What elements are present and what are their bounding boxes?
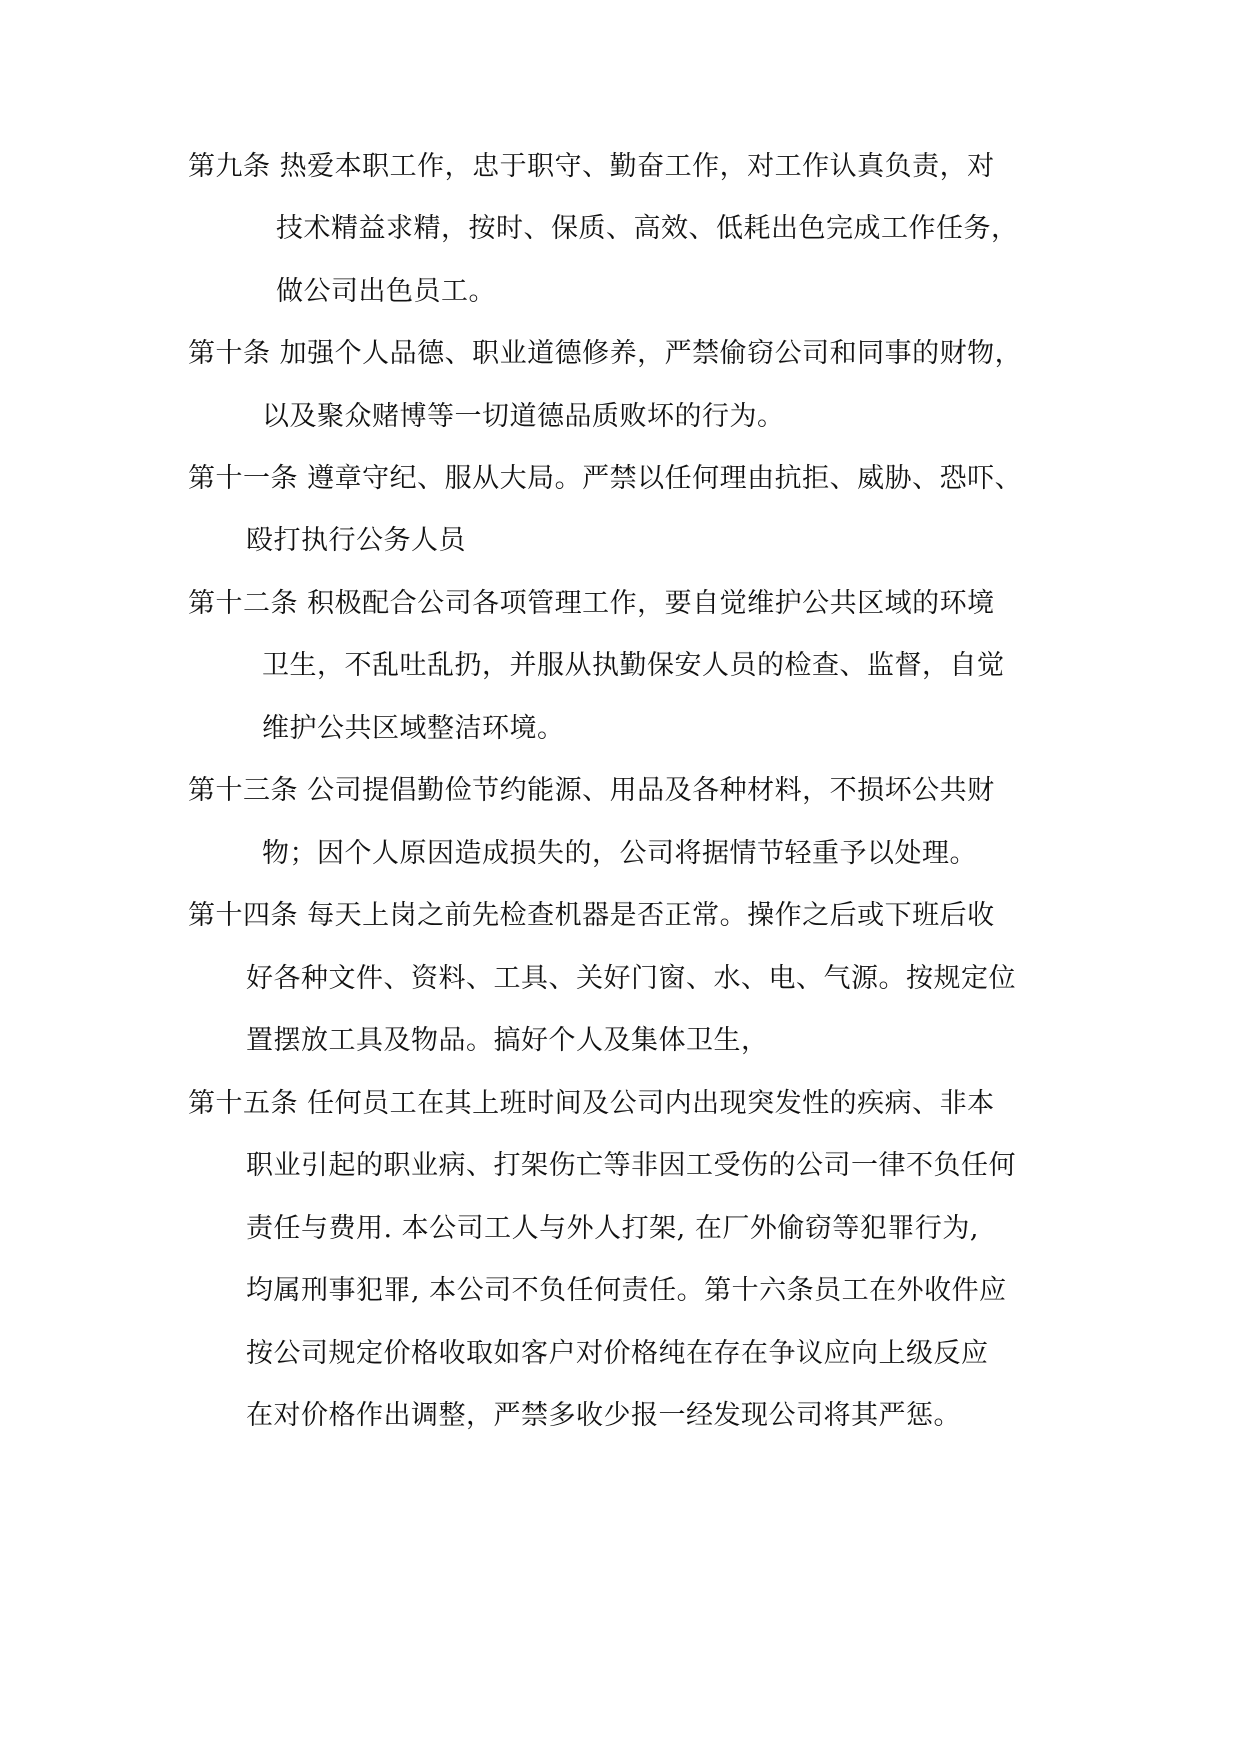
article-10-line-1: 第十条 加强个人品德、职业道德修养，严禁偷窃公司和同事的财物， bbox=[188, 338, 1023, 369]
article-11-line-2: 殴打执行公务人员 bbox=[246, 525, 466, 556]
article-14-line-1: 第十四条 每天上岗之前先检查机器是否正常。操作之后或下班后收 bbox=[188, 900, 995, 931]
article-9-line-2: 技术精益求精，按时、保质、高效、低耗出色完成工作任务， bbox=[276, 213, 1019, 244]
article-9-line-1: 第九条 热爱本职工作，忠于职守、勤奋工作，对工作认真负责，对 bbox=[188, 151, 995, 182]
article-15-line-6: 在对价格作出调整，严禁多收少报一经发现公司将其严惩。 bbox=[246, 1400, 961, 1431]
article-13-line-1: 第十三条 公司提倡勤俭节约能源、用品及各种材料，不损坏公共财 bbox=[188, 775, 995, 806]
article-9-line-3: 做公司出色员工。 bbox=[276, 276, 496, 307]
article-15-line-1: 第十五条 任何员工在其上班时间及公司内出现突发性的疾病、非本 bbox=[188, 1088, 995, 1119]
article-14-line-2: 好各种文件、资料、工具、关好门窗、水、电、气源。按规定位 bbox=[246, 963, 1016, 994]
article-13-line-2: 物；因个人原因造成损失的，公司将据情节轻重予以处理。 bbox=[262, 838, 977, 869]
article-12-line-2: 卫生，不乱吐乱扔，并服从执勤保安人员的检查、监督，自觉 bbox=[262, 650, 1005, 681]
article-12-line-1: 第十二条 积极配合公司各项管理工作，要自觉维护公共区域的环境 bbox=[188, 588, 995, 619]
article-15-line-5: 按公司规定价格收取如客户对价格纯在存在争议应向上级反应 bbox=[246, 1338, 989, 1369]
article-11-line-1: 第十一条 遵章守纪、服从大局。严禁以任何理由抗拒、威胁、恐吓、 bbox=[188, 463, 1023, 494]
article-14-line-3: 置摆放工具及物品。搞好个人及集体卫生， bbox=[246, 1025, 769, 1056]
article-10-line-2: 以及聚众赌博等一切道德品质败坏的行为。 bbox=[262, 401, 785, 432]
article-15-line-4: 均属刑事犯罪, 本公司不负任何责任。第十六条员工在外收件应 bbox=[246, 1275, 1007, 1306]
article-15-line-2: 职业引起的职业病、打架伤亡等非因工受伤的公司一律不负任何 bbox=[246, 1150, 1016, 1181]
article-12-line-3: 维护公共区域整洁环境。 bbox=[262, 713, 565, 744]
article-15-line-3: 责任与费用. 本公司工人与外人打架, 在厂外偷窃等犯罪行为, bbox=[246, 1213, 979, 1244]
